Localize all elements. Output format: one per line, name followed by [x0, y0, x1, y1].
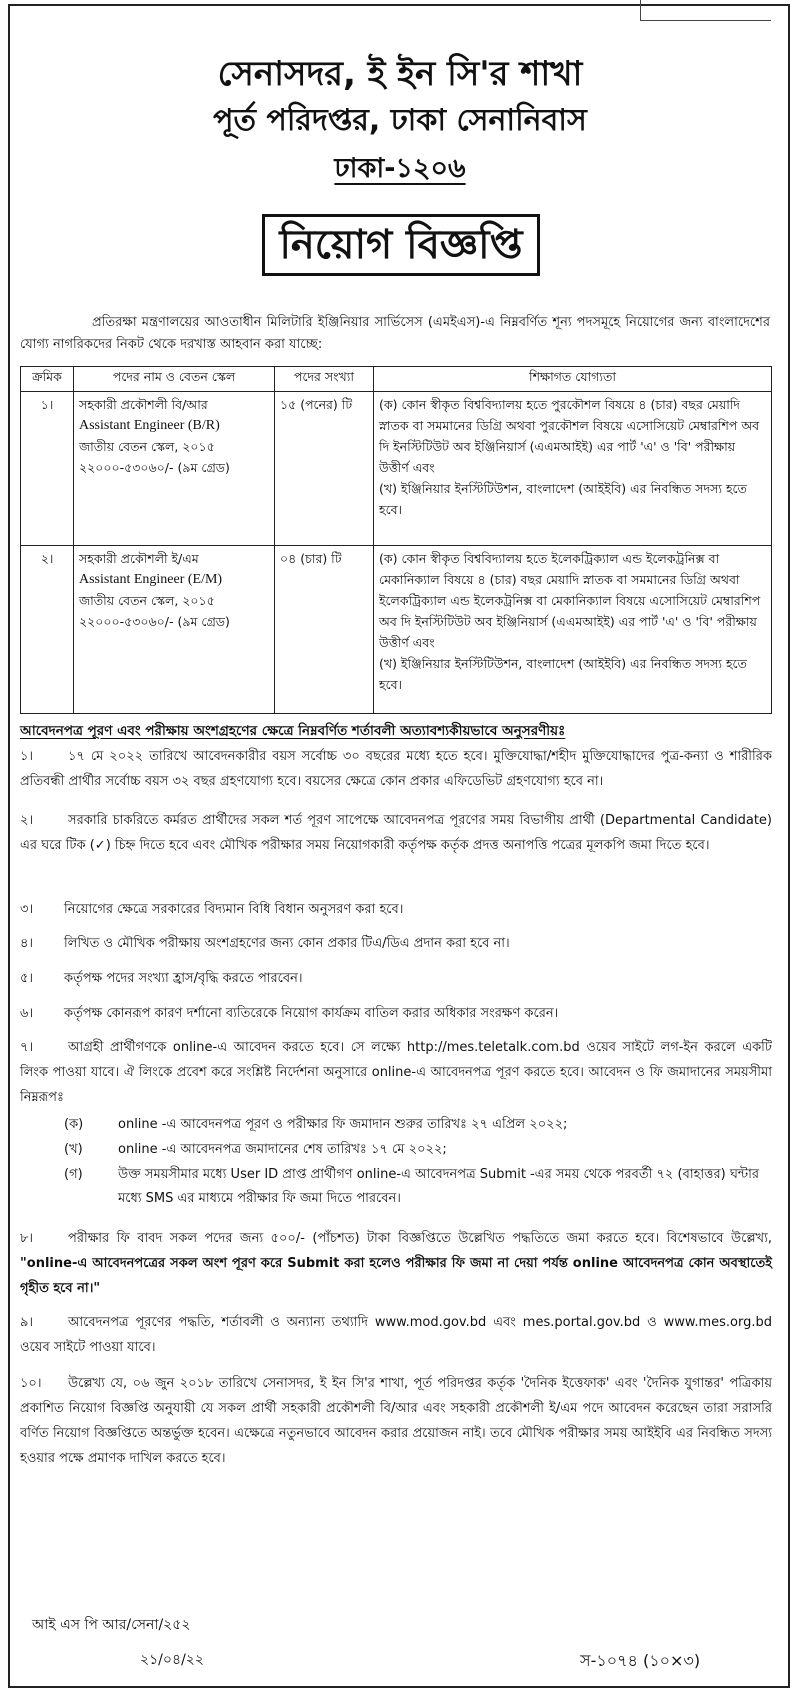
condition-number: ১। — [20, 749, 34, 764]
qualification-b: (খ) ইঞ্জিনিয়ার ইনস্টিটিউশন, বাংলাদেশ (আইইবি) এর নিবন্ধিত সদস্য হতে হবে। — [379, 481, 747, 517]
condition-text: উল্লেখ্য যে, ০৬ জুন ২০১৮ তারিখে সেনাসদর, ই ইন সি'র শাখা, পূর্ত পরিদপ্তর কর্তৃক 'দৈনিক ইত্তেফাক' এবং 'দৈনিক যুগান্তর' পত্রিকায় প্রকাশিত নিয়োগ বিজ্ঞপ্তি অনুযায়ী যে সকল প্রার্থী সহকারী প্রকৌশলী বি/আর এবং সহকারী প্রকৌশলী ই/এম পদে আবেদন করেছেন তারা সরাসরি বর্ণিত নিয়োগ বিজ্ঞপ্তিতে অন্তর্ভুক্ত হবেন। এক্ষেত্রে নতুনভাবে আবেদন করার প্রয়োজন নাই। তবে মৌখিক পরীক্ষার সময় আইইবি এর নিবন্ধিত সদস্য হওয়ার পক্ষে প্রমাণক দাখিল করতে হবে। — [20, 1376, 772, 1466]
condition-item — [20, 1371, 772, 1471]
condition-item — [20, 1001, 772, 1026]
post-cell — [74, 392, 275, 546]
condition-text: ১৭ মে ২০২২ তারিখে আবেদনকারীর বয়স সর্বোচ্চ ৩০ বছরের মধ্যে হতে হবে। মুক্তিযোদ্ধা/শহীদ মুক্তিযোদ্ধাদের পুত্র-কন্যা ও শারীরিক প্রতিবন্ধী প্রার্থীর সর্বোচ্চ বয়স ৩২ বছর গ্রহণযোগ্য হবে। বয়সের ক্ষেত্রে কোন প্রকার এফিডেভিট গ্রহণযোগ্য হবে না। — [20, 749, 772, 789]
notice-title: নিয়োগ বিজ্ঞপ্তি — [262, 214, 540, 276]
posts-table — [20, 366, 772, 714]
condition-text: লিখিত ও মৌখিক পরীক্ষায় অংশগ্রহণের জন্য কোন প্রকার টিএ/ডিএ প্রদান করা হবে না। — [64, 936, 510, 951]
condition-text: কর্তৃপক্ষ পদের সংখ্যা হ্রাস/বৃদ্ধি করতে পারবেন। — [64, 971, 303, 986]
condition-item — [20, 1310, 772, 1360]
condition-number: ৩। — [20, 902, 34, 917]
pay-scale-label: জাতীয় বেতন স্কেল, ২০১৫ — [79, 593, 215, 608]
intro-paragraph: প্রতিরক্ষা মন্ত্রণালয়ের আওতাধীন মিলিটারি ইঞ্জিনিয়ার সার্ভিসেস (এমইএস)-এ নিম্নবর্ণিত শূন্য পদসমূহে নিয়োগের জন্য বাংলাদেশের যোগ্য নাগরিকদের নিকট থেকে দরখাস্ত আহবান করা যাচ্ছে: — [20, 315, 770, 352]
pay-range: ২২০০০-৫৩০৬০/- (৯ম গ্রেড) — [79, 460, 230, 475]
post-name-bn: সহকারী প্রকৌশলী বি/আর — [79, 397, 208, 412]
condition-text-wrap — [20, 1226, 772, 1301]
condition-item — [20, 808, 772, 858]
col-header-post: পদের নাম ও বেতন স্কেল — [74, 367, 275, 392]
clipped-top-box — [640, 0, 771, 21]
condition-text: পরীক্ষার ফি বাবদ সকল পদের জন্য ৫০০/- (পাঁচশত) টাকা বিজ্ঞপ্তিতে উল্লেখিত পদ্ধতিতে জমা করতে হবে। বিশেষভাবে উল্লেখ্য, — [68, 1231, 772, 1246]
condition-number: ১০। — [20, 1376, 42, 1391]
schedule-text: উক্ত সময়সীমার মধ্যে User ID প্রাপ্ত প্রার্থীগণ online-এ আবেদনপত্র Submit -এর সময় থেকে পরবর্তী ৭২ (বাহাত্তর) ঘন্টার মধ্যে SMS এর মাধ্যমে পরীক্ষার ফি জমা দিতে পারবেন। — [118, 1167, 760, 1206]
condition-number: ৮। — [20, 1231, 34, 1246]
condition-item — [20, 897, 772, 922]
table-header-row — [21, 367, 772, 392]
org-directorate: পূর্ত পরিদপ্তর, ঢাকা সেনানিবাস — [213, 103, 587, 138]
qualification-a: (ক) কোন স্বীকৃত বিশ্ববিদ্যালয় হতে ইলেকট্রিক্যাল এন্ড ইলেকট্রনিক্স বা মেকানিক্যাল বিষয়ে ৪ (চার) বছর মেয়াদি স্নাতক বা সমমানের ডিগ্রি অথবা ইলেকট্রিক্যাল এন্ড ইলেকট্রনিক্স বা মেকানিক্যাল বিষয়ে এসোসিয়েট মেম্বারশিপ অব দি ইনস্টিটিউট অব ইঞ্জিনিয়ার্স (এএমআইই) এর পার্ট 'এ' ও 'বি' পরীক্ষায় উত্তীর্ণ এবং — [379, 551, 761, 650]
condition-number: ২। — [20, 813, 34, 828]
condition-number: ৬। — [20, 1006, 34, 1021]
qualification-cell — [374, 392, 772, 546]
condition-number: ৯। — [20, 1315, 34, 1330]
condition-item — [20, 931, 772, 956]
col-header-qualification: শিক্ষাগত যোগ্যতা — [374, 367, 772, 392]
qualification-cell — [374, 546, 772, 714]
post-cell — [74, 546, 275, 714]
condition-number: ৫। — [20, 971, 34, 986]
schedule-label: (ক) — [64, 1117, 84, 1132]
memo-reference: আই এস পি আর/সেনা/২৫২ — [32, 1617, 191, 1633]
condition-number: ৭। — [20, 1040, 34, 1055]
org-name: সেনাসদর, ই ইন সি'র শাখা — [217, 54, 583, 94]
schedule-item — [64, 1163, 772, 1211]
post-name-bn: সহকারী প্রকৌশলী ই/এম — [79, 551, 199, 566]
ad-code: স-১০৭৪ (১০×৩) — [580, 1651, 701, 1670]
col-header-serial: ক্রমিক — [21, 367, 74, 392]
condition-text: আবেদনপত্র পূরণের পদ্ধতি, শর্তাবলী ও অন্যান্য তথ্যাদি www.mod.gov.bd এবং mes.portal.gov.bd ও www.mes.org.bd ওয়েব সাইটে পাওয়া যাবে। — [20, 1315, 772, 1355]
schedule-label: (গ) — [64, 1167, 83, 1182]
condition-text: কর্তৃপক্ষ কোনরূপ কারণ দর্শানো ব্যতিরেকে নিয়োগ কার্যক্রম বাতিল করার অধিকার সংরক্ষণ করেন। — [64, 1006, 559, 1021]
pay-range: ২২০০০-৫৩০৬০/- (৯ম গ্রেড) — [79, 614, 230, 629]
schedule-item — [64, 1138, 772, 1162]
table-row — [21, 546, 772, 714]
condition-text: নিয়োগের ক্ষেত্রে সরকারের বিদ্যমান বিধি বিধান অনুসরণ করা হবে। — [64, 902, 404, 917]
condition-item — [20, 744, 772, 794]
table-row — [21, 392, 772, 546]
post-name-en: Assistant Engineer (E/M) — [79, 572, 223, 587]
serial-cell: ১। — [21, 392, 74, 546]
post-name-en: Assistant Engineer (B/R) — [79, 418, 220, 433]
qualification-a: (ক) কোন স্বীকৃত বিশ্ববিদ্যালয় হতে পুরকৌশল বিষয়ে ৪ (চার) বছর মেয়াদি স্নাতক বা সমমানের ডিগ্রি অথবা পুরকৌশল বিষয়ে এসোসিয়েট মেম্বারশিপ অব দি ইনস্টিটিউট অব ইঞ্জিনিয়ার্স (এএমআইই) এর পার্ট 'এ' ও 'বি' পরীক্ষায় উত্তীর্ণ এবং — [379, 397, 760, 475]
qualification-b: (খ) ইঞ্জিনিয়ার ইনস্টিটিউশন, বাংলাদেশ (আইইবি) এর নিবন্ধিত সদস্য হতে হবে। — [379, 656, 747, 692]
condition-item — [20, 966, 772, 991]
org-location: ঢাকা-১২০৬ — [334, 153, 466, 184]
condition-emphasis: "online-এ আবেদনপত্রের সকল অংশ পূরণ করে Submit করা হলেও পরীক্ষার ফি জমা না দেয়া পর্যন্ত online আবেদনপত্র কোন অবস্থাতেই গৃহীত হবে না।" — [20, 1256, 772, 1296]
col-header-count: পদের সংখ্যা — [275, 367, 374, 392]
pay-scale-label: জাতীয় বেতন স্কেল, ২০১৫ — [79, 439, 215, 454]
condition-item — [20, 1035, 772, 1110]
condition-number: ৪। — [20, 936, 34, 951]
schedule-text: online -এ আবেদনপত্র পূরণ ও পরীক্ষার ফি জমাদান শুরুর তারিখঃ ২৭ এপ্রিল ২০২২; — [118, 1117, 568, 1132]
serial-cell: ২। — [21, 546, 74, 714]
count-cell: ০৪ (চার) টি — [275, 546, 374, 714]
schedule-text: online -এ আবেদনপত্র জমাদানের শেষ তারিখঃ ১৭ মে ২০২২; — [118, 1142, 447, 1157]
count-cell: ১৫ (পনের) টি — [275, 392, 374, 546]
condition-text: আগ্রহী প্রার্থীগণকে online-এ আবেদন করতে হবে। সে লক্ষ্যে http://mes.teletalk.com.bd ওয়েব সাইটে লগ-ইন করলে একটি লিংক পাওয়া যাবে। ঐ লিংকে প্রবেশ করে সংশ্লিষ্ট নির্দেশনা অনুসারে online-এ আবেদনপত্র পূরণ করতে হবে। আবেদন ও ফি জমাদানের সময়সীমা নিম্নরূপঃ — [20, 1040, 772, 1105]
condition-text: সরকারি চাকরিতে কর্মরত প্রার্থীদের সকল শর্ত পূরণ সাপেক্ষে আবেদনপত্র পূরণের সময় বিভাগীয় প্রার্থী (Departmental Candidate) এর ঘরে টিক (✓) চিহ্ন দিতে হবে এবং মৌখিক পরীক্ষার সময় নিয়োগকারী কর্তৃপক্ষ কর্তৃক প্রদত্ত অনাপত্তি পত্রের মূলকপি জমা দিতে হবে। — [20, 813, 772, 853]
memo-date: ২১/০৪/২২ — [140, 1652, 205, 1668]
conditions-heading: আবেদনপত্র পূরণ এবং পরীক্ষায় অংশগ্রহণের ক্ষেত্রে নিম্নবর্ণিত শর্তাবলী অত্যাবশ্যকীয়ভাবে অনুসরণীয়ঃ — [20, 723, 566, 739]
schedule-label: (খ) — [64, 1142, 83, 1157]
schedule-item — [64, 1113, 772, 1137]
condition-item — [20, 1226, 772, 1301]
